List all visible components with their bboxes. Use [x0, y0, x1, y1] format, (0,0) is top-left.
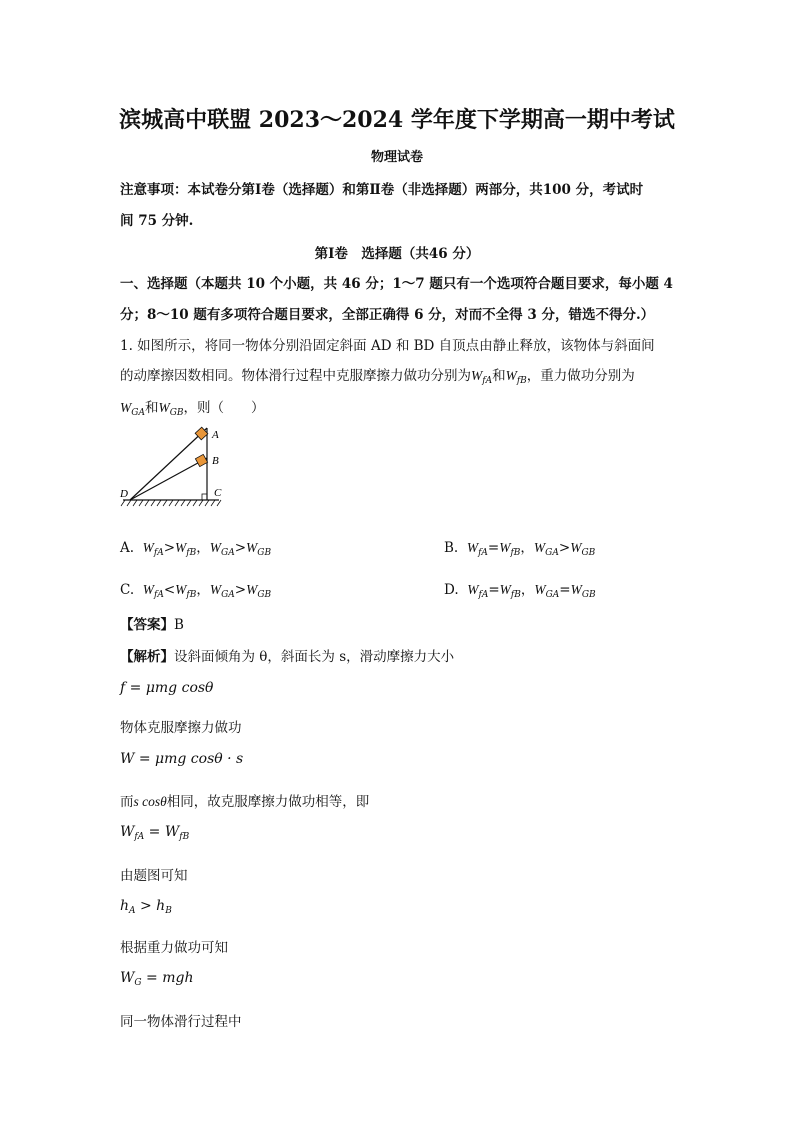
equation-friction: f = μmg cosθ — [120, 680, 214, 696]
block-on-bd — [195, 454, 207, 466]
symbol-sub-fb: fB — [186, 548, 197, 558]
symbol-w: W — [471, 368, 483, 383]
option-d-letter: D. — [444, 582, 459, 598]
symbol-sub-fa: fA — [134, 832, 145, 842]
option-a-rel2: > — [234, 540, 247, 556]
analysis-label: 【解析】 — [120, 649, 174, 665]
question-line-3-b: ，则（ ） — [183, 400, 265, 416]
symbol-sub-fa: fA — [482, 376, 493, 386]
symbol-w: W — [534, 582, 546, 597]
option-c-letter: C. — [120, 582, 135, 598]
symbol-w: W — [505, 368, 517, 383]
question-line-3 — [120, 396, 265, 418]
equation-heights — [120, 898, 172, 916]
equation-gravity-rhs: = mgh — [141, 970, 194, 986]
part-heading-line-2: 分；8～10 题有多项符合题目要求，全部正确得 6 分，对而不全得 3 分，错选不得分.） — [120, 307, 655, 323]
symbol-w: W — [120, 970, 135, 986]
symbol-h: h — [120, 898, 130, 914]
part-heading-line-1: 一、选择题（本题共 10 个小题，共 46 分；1～7 题只有一个选项符合题目要求，每小题 4 — [120, 276, 673, 292]
right-angle-mark — [202, 494, 207, 500]
symbol-sub-gb: GB — [581, 590, 596, 600]
symbol-w: W — [142, 540, 154, 555]
equation-equal-work: $W_{fA} = W_{fB}$ — [120, 824, 190, 842]
symbol-sub-gb: GB — [257, 548, 272, 558]
option-a-letter: A. — [120, 540, 135, 556]
analysis-text-4: 由题图可知 — [120, 868, 188, 884]
question-line-2-b: 和 — [492, 368, 506, 384]
symbol-sub-ga: GA — [545, 590, 560, 600]
symbol-w: W — [120, 824, 135, 840]
symbol-sub-fa: fA — [478, 590, 489, 600]
option-b-letter: B. — [444, 540, 459, 556]
symbol-sub-ga: GA — [221, 590, 235, 600]
question-line-3-a: 和 — [144, 400, 159, 416]
option-b-rel1: = — [487, 540, 500, 556]
option-d-rel1: = — [488, 582, 500, 598]
analysis-text-6: 同一物体滑行过程中 — [120, 1014, 242, 1030]
symbol-sub-b: B — [165, 906, 172, 916]
comma: ， — [520, 540, 534, 556]
label-a: A — [212, 429, 219, 441]
symbol-w: W — [499, 582, 511, 597]
symbol-w: W — [175, 540, 187, 555]
symbol-w: W — [533, 540, 546, 555]
symbol-h: h — [156, 898, 166, 914]
exam-subtitle: 物理试卷 — [370, 150, 423, 165]
symbol-w: W — [164, 824, 180, 840]
option-c-rel2: > — [234, 582, 247, 598]
heights-relation: > — [135, 898, 157, 914]
answer-line — [120, 613, 184, 633]
option-a[interactable] — [120, 536, 271, 558]
comma: ， — [196, 540, 210, 556]
option-d[interactable] — [444, 578, 596, 600]
label-b: B — [212, 455, 219, 467]
section-title: 第Ⅰ卷 选择题（共46 分） — [314, 246, 480, 262]
symbol-sub-fa: fA — [153, 590, 164, 600]
option-b[interactable] — [444, 536, 595, 558]
exam-title: 滨城高中联盟 2023～2024 学年度下学期高一期中考试 — [119, 107, 675, 133]
comma: ， — [520, 582, 535, 598]
question-line-2 — [120, 364, 635, 386]
symbol-sub-ga: GA — [545, 548, 559, 558]
incline-figure — [115, 424, 230, 510]
symbol-w: W — [142, 582, 154, 597]
symbol-sub-fa: fA — [478, 548, 488, 558]
symbol-sub-ga: GA — [221, 548, 235, 558]
symbol-w: W — [209, 582, 222, 597]
symbol-w: W — [499, 540, 511, 555]
symbol-sub-fb: fB — [186, 590, 197, 600]
symbol-sub-fb: fB — [510, 590, 521, 600]
analysis-text-2: 物体克服摩擦力做功 — [120, 720, 242, 736]
answer-value: B — [174, 617, 184, 633]
symbol-sub-g: G — [134, 978, 142, 988]
analysis-text-3-math: s cosθ — [133, 794, 167, 809]
symbol-w: W — [209, 540, 221, 555]
option-d-rel2: = — [559, 582, 571, 598]
symbol-w: W — [570, 582, 582, 597]
analysis-text-3-b: 相同，故克服摩擦力做功相等，即 — [166, 794, 370, 810]
option-c-rel1: < — [163, 582, 176, 598]
symbol-w: W — [175, 582, 187, 597]
question-line-2-c: ，重力做功分别为 — [526, 368, 635, 384]
symbol-sub-fa: fA — [153, 548, 164, 558]
symbol-sub-fb: fB — [179, 832, 190, 842]
answer-label: 【答案】 — [120, 617, 174, 633]
symbol-sub-gb: GB — [581, 548, 596, 558]
symbol-w: W — [570, 540, 582, 555]
label-d: D — [120, 488, 128, 500]
question-line-2-a: 的动摩擦因数相同。物体滑行过程中克服摩擦力做功分别为 — [120, 368, 471, 384]
symbol-sub-ga: GA — [131, 408, 145, 418]
symbol-w: W — [120, 400, 132, 415]
notice-line-1: 注意事项：本试卷分第Ⅰ卷（选择题）和第Ⅱ卷（非选择题）两部分，共100 分，考试时 — [120, 182, 644, 198]
comma: ， — [196, 582, 210, 598]
notice-line-2: 间 75 分钟. — [120, 213, 194, 229]
symbol-w: W — [158, 400, 170, 415]
analysis-intro: 设斜面倾角为 θ，斜面长为 s，滑动摩擦力大小 — [174, 649, 455, 665]
analysis-text-3-a: 而 — [120, 794, 134, 810]
symbol-sub-fb: fB — [516, 376, 527, 386]
analysis-text-5: 根据重力做功可知 — [120, 940, 228, 956]
analysis-intro-line — [120, 645, 454, 665]
option-a-rel1: > — [163, 540, 176, 556]
symbol-sub-fb: fB — [510, 548, 521, 558]
ground-hatching — [121, 500, 221, 506]
equation-gravity-work — [120, 970, 193, 988]
equation-work: W = μmg cosθ · s — [120, 751, 244, 767]
symbol-w: W — [246, 582, 258, 597]
label-c: C — [214, 487, 222, 499]
symbol-w: W — [466, 540, 479, 555]
question-line-1: 1. 如图所示，将同一物体分别沿固定斜面 AD 和 BD 自顶点由静止释放，该物体与斜面间 — [120, 338, 655, 354]
symbol-sub-a: A — [129, 906, 136, 916]
option-b-rel2: > — [558, 540, 571, 556]
symbol-sub-gb: GB — [169, 408, 184, 418]
symbol-w: W — [467, 582, 479, 597]
symbol-sub-gb: GB — [257, 590, 272, 600]
symbol-w: W — [246, 540, 258, 555]
analysis-text-3 — [120, 790, 369, 810]
option-c[interactable] — [120, 578, 271, 600]
